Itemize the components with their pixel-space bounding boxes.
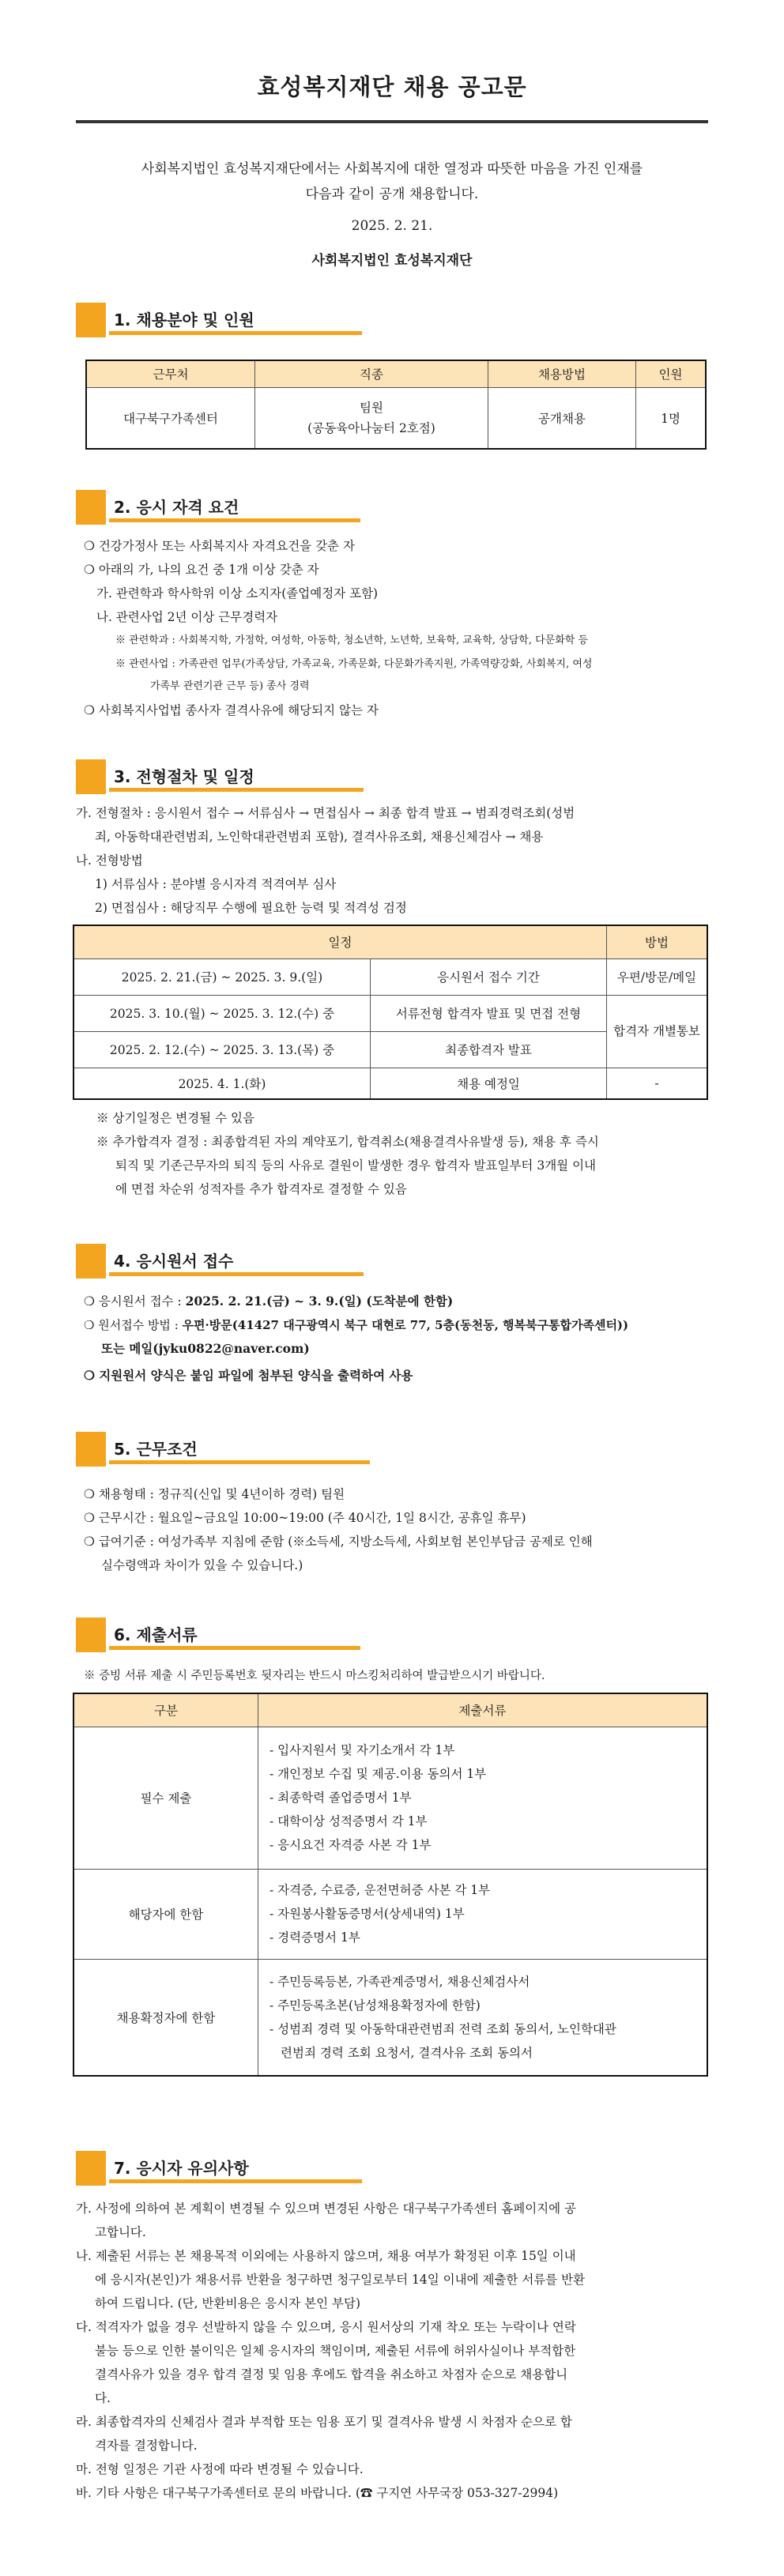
- notice-line: 마. 전형 일정은 기관 사정에 따라 변경될 수 있습니다.: [76, 2462, 364, 2476]
- section-title: 6. 제출서류: [114, 1625, 198, 1644]
- section-underline: [109, 518, 360, 522]
- notice-line: 고합니다.: [95, 2225, 146, 2239]
- category-cell: 필수 제출: [74, 1727, 258, 1869]
- section-title: 3. 전형절차 및 일정: [114, 767, 254, 786]
- notice-line: 하여 드립니다. (단, 반환비용은 응시자 본인 부담): [95, 2296, 360, 2310]
- header-cell: 직종: [255, 360, 488, 387]
- table-header-row: [86, 360, 706, 387]
- category-cell: 채용확정자에 한함: [74, 1959, 258, 2076]
- organization-name: 사회복지법인 효성복지재단: [311, 253, 473, 269]
- section-badge: [76, 490, 106, 525]
- table-header-row: [74, 1693, 707, 1727]
- list-item: - 주민등록초본(남성채용확정자에 한함): [270, 1998, 481, 2013]
- notice-line: 바. 기타 사항은 대구북구가족센터로 문의 바랍니다. (☎ 구지연 사무국장 053-327-2994): [76, 2486, 559, 2500]
- date-cell: 2025. 3. 10.(월) ~ 2025. 3. 12.(수) 중: [74, 995, 371, 1031]
- method-cell: 합격자 개별통보: [607, 995, 708, 1068]
- announcement-date: 2025. 2. 21.: [351, 218, 433, 234]
- section-badge: [76, 1618, 106, 1652]
- schedule-note: 에 면접 차순위 성적자를 추가 합격자로 결정할 수 있음: [115, 1182, 407, 1196]
- condition-line: ❍ 채용형태 : 정규직(신입 및 4년이하 경력) 팀원: [84, 1487, 345, 1501]
- process-line: 가. 전형절차 : 응시원서 접수 → 서류심사 → 면접심사 → 최종 합격 발표 → 범죄경력조회(성범: [76, 806, 575, 820]
- notice-line: 결격사유가 있을 경우 합격 결정 및 임용 후에도 합격을 취소하고 차점자 순으로 채용합니: [95, 2367, 568, 2382]
- notice-line: 다. 적격자가 없을 경우 선발하지 않을 수 있으며, 응시 원서상의 기재 착오 또는 누락이나 연락: [76, 2320, 576, 2334]
- condition-line: ❍ 급여기준 : 여성가족부 지침에 준함 (※소득세, 지방소득세, 사회보험 본인부담금 공제로 인해: [84, 1535, 593, 1549]
- method-cell: -: [607, 1068, 708, 1099]
- application-period-value: 2025. 2. 21.(금) ~ 3. 9.(일) (도착분에 한함): [185, 1294, 454, 1309]
- list-item: - 경력증명서 1부: [270, 1930, 360, 1945]
- documents-cell: [258, 1727, 708, 1869]
- requirement-line: 나. 관련사업 2년 이상 근무경력자: [96, 610, 278, 624]
- header-cell: 인원: [636, 360, 707, 387]
- section-badge: [76, 759, 106, 794]
- table-header-row: [74, 925, 707, 958]
- notice-line: 불능 등으로 인한 불이익은 일체 응시자의 책임이며, 제출된 서류에 허위사실이나 부적합한: [95, 2344, 576, 2358]
- table-row: [74, 1727, 707, 1869]
- method-cell: 우편/방문/메일: [607, 958, 708, 995]
- title-divider: [76, 120, 708, 123]
- intro-line-1: 사회복지법인 효성복지재단에서는 사회복지에 대한 열정과 따뜻한 마음을 가진 인재를: [141, 161, 643, 177]
- section-title: 7. 응시자 유의사항: [114, 2159, 249, 2178]
- list-item: - 입사지원서 및 자기소개서 각 1부: [270, 1743, 455, 1757]
- page-title: 효성복지재단 채용 공고문: [257, 73, 527, 100]
- notice-line: 다.: [95, 2391, 111, 2405]
- list-item: - 주민등록등본, 가족관계증명서, 채용신체검사서: [270, 1974, 530, 1989]
- job-subtitle: (공동육아나눔터 2호점): [307, 420, 435, 435]
- condition-line: ❍ 근무시간 : 월요일~금요일 10:00~19:00 (주 40시간, 1일 8시간, 공휴일 휴무): [84, 1511, 526, 1525]
- documents-table: [73, 1693, 708, 2077]
- process-line: 죄, 아동학대관련범죄, 노인학대관련범죄 포함), 결격사유조회, 채용신체검사 → 채용: [95, 830, 544, 844]
- list-item: - 개인정보 수집 및 제공.이용 동의서 1부: [270, 1767, 487, 1781]
- schedule-note: ※ 상기일정은 변경될 수 있음: [96, 1111, 254, 1125]
- category-cell: 해당자에 한함: [74, 1869, 258, 1959]
- application-email: 또는 메일(jyku0822@naver.com): [101, 1341, 310, 1356]
- section-underline: [109, 331, 362, 335]
- table-row: [74, 1959, 707, 2076]
- workplace-cell: 대구북구가족센터: [86, 387, 255, 449]
- requirement-line: 가. 관련학과 학사학위 이상 소지자(졸업예정자 포함): [96, 586, 379, 601]
- job-cell: [255, 387, 488, 449]
- application-form-note: ❍ 지원원서 양식은 붙임 파일에 첨부된 양식을 출력하여 사용: [84, 1368, 413, 1383]
- table-row: [86, 387, 706, 449]
- requirement-note: 가족부 관련기관 근무 등) 종사 경력: [150, 680, 310, 692]
- event-cell: 서류전형 합격자 발표 및 면접 전형: [371, 995, 607, 1031]
- list-item: - 성범죄 경력 및 아동학대관련범죄 전력 조회 동의서, 노인학대관: [270, 2021, 616, 2036]
- table-row: [74, 1869, 707, 1959]
- list-item: 련범죄 경력 조회 요청서, 결격사유 조회 동의서: [281, 2045, 533, 2060]
- schedule-table: [73, 925, 708, 1100]
- list-item: - 대학이상 성적증명서 각 1부: [270, 1814, 428, 1828]
- header-cell: 근무처: [86, 360, 255, 387]
- section-underline: [109, 1460, 370, 1464]
- application-method: [84, 1313, 628, 1337]
- job-title: 팀원: [360, 400, 383, 415]
- requirement-line: ❍ 건강가정사 또는 사회복지사 자격요건을 갖춘 자: [84, 539, 355, 553]
- notice-line: 가. 사정에 의하여 본 계획이 변경될 수 있으며 변경된 사항은 대구북구가족센터 홈페이지에 공: [76, 2201, 577, 2216]
- notice-line: 나. 제출된 서류는 본 채용목적 이외에는 사용하지 않으며, 채용 여부가 확정된 이후 15일 이내: [76, 2249, 576, 2263]
- header-cell: 일정: [74, 925, 607, 958]
- count-cell: 1명: [636, 387, 707, 449]
- method-cell: 공개채용: [488, 387, 636, 449]
- application-period: [84, 1290, 453, 1313]
- list-item: - 자원봉사활동증명서(상세내역) 1부: [270, 1907, 465, 1921]
- date-cell: 2025. 2. 21.(금) ~ 2025. 3. 9.(일): [74, 958, 371, 995]
- section-badge: [76, 303, 106, 337]
- date-cell: 2025. 2. 12.(수) ~ 2025. 3. 13.(목) 중: [74, 1031, 371, 1068]
- application-method-value: 우편·방문(41427 대구광역시 북구 대현로 77, 5층(동천동, 행복북구통합가족센터)): [182, 1318, 629, 1332]
- section-underline: [109, 2179, 362, 2183]
- date-cell: 2025. 4. 1.(화): [74, 1068, 371, 1099]
- notice-line: 라. 최종합격자의 신체검사 결과 부적합 또는 임용 포기 및 결격사유 발생 시 차점자 순으로 합: [76, 2415, 572, 2429]
- requirement-note: ※ 관련사업 : 가족관련 업무(가족상담, 가족교육, 가족문화, 다문화가족지원, 가족역량강화, 사회복지, 여성: [115, 658, 593, 670]
- list-item: - 자격증, 수료증, 운전면허증 사본 각 1부: [270, 1883, 491, 1897]
- process-line: 나. 전형방법: [76, 853, 143, 868]
- list-item: - 응시요건 자격증 사본 각 1부: [270, 1838, 432, 1852]
- table-row: [74, 958, 707, 995]
- table-row: [74, 995, 707, 1031]
- intro-line-2: 다음과 같이 공개 채용합니다.: [305, 186, 479, 202]
- header-cell: 채용방법: [488, 360, 636, 387]
- documents-cell: [258, 1959, 708, 2076]
- event-cell: 채용 예정일: [371, 1068, 607, 1099]
- process-line: 1) 서류심사 : 분야별 응시자격 적격여부 심사: [95, 877, 337, 891]
- header-cell: 구분: [74, 1693, 258, 1727]
- list-item: - 최종학력 졸업증명서 1부: [270, 1791, 412, 1805]
- process-line: 2) 면접심사 : 해당직무 수행에 필요한 능력 및 적격성 검정: [95, 901, 407, 915]
- section-underline: [109, 788, 364, 792]
- application-period-label: ❍ 응시원서 접수 :: [84, 1294, 186, 1309]
- notice-line: 격자를 결정합니다.: [95, 2439, 198, 2453]
- header-cell: 방법: [607, 925, 708, 958]
- header-cell: 제출서류: [258, 1693, 708, 1727]
- notice-line: 에 응시자(본인)가 채용서류 반환을 청구하면 청구일로부터 14일 이내에 제출한 서류를 반환: [95, 2273, 586, 2287]
- section-badge: [76, 2151, 106, 2186]
- event-cell: 응시원서 접수 기간: [371, 958, 607, 995]
- section-title: 4. 응시원서 접수: [114, 1252, 234, 1271]
- requirement-line: ❍ 아래의 가, 나의 요건 중 1개 이상 갖춘 자: [84, 563, 319, 577]
- requirement-line: ❍ 사회복지사업법 종사자 결격사유에 해당되지 않는 자: [84, 703, 379, 717]
- recruitment-table: [85, 360, 707, 450]
- section-underline: [109, 1646, 360, 1650]
- application-method-label: ❍ 원서접수 방법 :: [84, 1318, 183, 1332]
- section-badge: [76, 1432, 106, 1467]
- section-title: 2. 응시 자격 요건: [114, 498, 239, 517]
- condition-line: 실수령액과 차이가 있을 수 있습니다.): [101, 1558, 303, 1572]
- section-title: 5. 근무조건: [114, 1440, 198, 1459]
- documents-cell: [258, 1869, 708, 1959]
- requirement-note: ※ 관련학과 : 사회복지학, 가정학, 여성학, 아동학, 청소년학, 노년학, 보육학, 교육학, 상담학, 다문화학 등: [115, 635, 589, 646]
- documents-note: ※ 증빙 서류 제출 시 주민등록번호 뒷자리는 반드시 마스킹처리하여 발급받으시기 바랍니다.: [84, 1670, 545, 1682]
- table-row: [74, 1068, 707, 1099]
- section-title: 1. 채용분야 및 인원: [114, 311, 254, 330]
- section-badge: [76, 1244, 106, 1279]
- section-underline: [109, 1272, 364, 1276]
- schedule-note: ※ 추가합격자 결정 : 최종합격된 자의 계약포기, 합격취소(채용결격사유발생 등), 채용 후 즉시: [96, 1135, 599, 1149]
- event-cell: 최종합격자 발표: [371, 1031, 607, 1068]
- schedule-note: 퇴직 및 기존근무자의 퇴직 등의 사유로 결원이 발생한 경우 합격자 발표일부터 3개월 이내: [115, 1158, 597, 1173]
